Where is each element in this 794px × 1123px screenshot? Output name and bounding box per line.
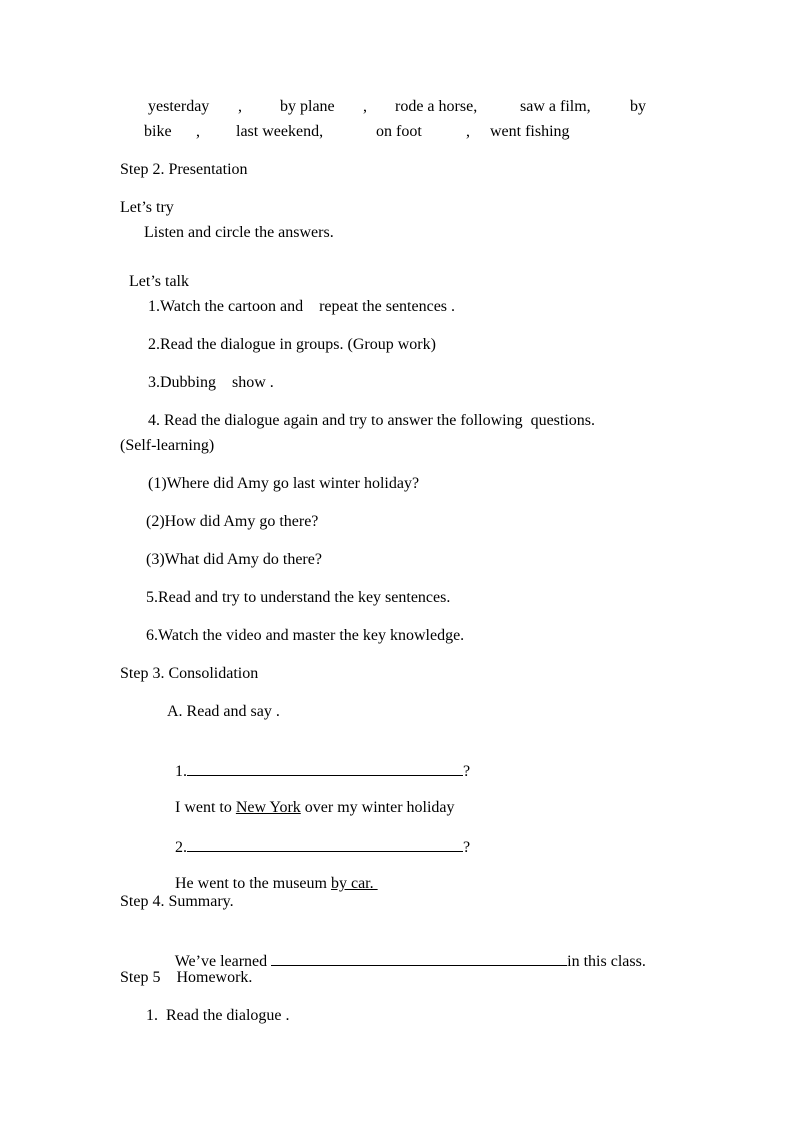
underlined-place: New York: [235, 799, 301, 816]
question-item: (1)Where did Amy go last winter holiday?: [148, 475, 420, 492]
answer-text: over my winter holiday: [300, 799, 455, 816]
vocab-word: went fishing: [490, 123, 570, 140]
summary-text: in this class.: [567, 953, 646, 970]
vocab-comma: ,: [238, 98, 242, 115]
step2-item: 3.Dubbing show .: [148, 374, 274, 391]
lets-talk-label: Let’s talk: [129, 273, 189, 290]
vocab-word: by plane: [280, 98, 335, 115]
step2-item: 1.Watch the cartoon and repeat the sentences .: [148, 298, 456, 315]
step2-item: 5.Read and try to understand the key sentences.: [146, 589, 451, 606]
answer-text: He went to the museum: [175, 875, 331, 892]
vocab-word: bike: [144, 123, 172, 140]
step4-heading: Step 4. Summary.: [120, 893, 234, 910]
step2-item-cont: (Self-learning): [120, 437, 215, 454]
question-2-line: [167, 816, 470, 858]
vocab-comma: ,: [363, 98, 367, 115]
answer-blank[interactable]: [187, 760, 463, 776]
step2-item: 4. Read the dialogue again and try to answer the following questions.: [148, 412, 596, 429]
question-mark: ?: [463, 839, 471, 856]
vocab-word: on foot: [376, 123, 422, 140]
question-mark: ?: [463, 763, 471, 780]
underlined-transport: by car.: [330, 875, 378, 892]
summary-text: We’ve learned: [174, 953, 272, 970]
question-1-line: [167, 740, 470, 782]
vocab-word: last weekend,: [236, 123, 324, 140]
lets-try-label: Let’s try: [120, 199, 174, 216]
summary-blank[interactable]: [271, 950, 567, 966]
question-number: 1.: [175, 763, 187, 780]
answer-2-line: [167, 854, 378, 894]
step5-heading: Step 5 Homework.: [120, 969, 253, 986]
vocab-word: rode a horse,: [395, 98, 478, 115]
answer-1-line: [167, 778, 455, 818]
vocab-word: by: [630, 98, 646, 115]
vocab-comma: ,: [196, 123, 200, 140]
answer-blank[interactable]: [187, 836, 463, 852]
step2-heading: Step 2. Presentation: [120, 161, 248, 178]
question-item: (2)How did Amy go there?: [146, 513, 319, 530]
vocab-comma: ,: [466, 123, 470, 140]
vocab-word: yesterday: [148, 98, 210, 115]
question-number: 2.: [175, 839, 187, 856]
answer-text: I went to: [175, 799, 236, 816]
step2-item: 6.Watch the video and master the key knowledge.: [146, 627, 465, 644]
summary-line: [167, 930, 646, 972]
listen-instruction: Listen and circle the answers.: [144, 224, 334, 241]
vocab-word: saw a film,: [520, 98, 591, 115]
step3-heading: Step 3. Consolidation: [120, 665, 259, 682]
read-and-say: A. Read and say .: [167, 703, 280, 720]
question-item: (3)What did Amy do there?: [146, 551, 322, 568]
step2-item: 2.Read the dialogue in groups. (Group work): [148, 336, 436, 353]
homework-item: 1. Read the dialogue .: [146, 1007, 290, 1024]
